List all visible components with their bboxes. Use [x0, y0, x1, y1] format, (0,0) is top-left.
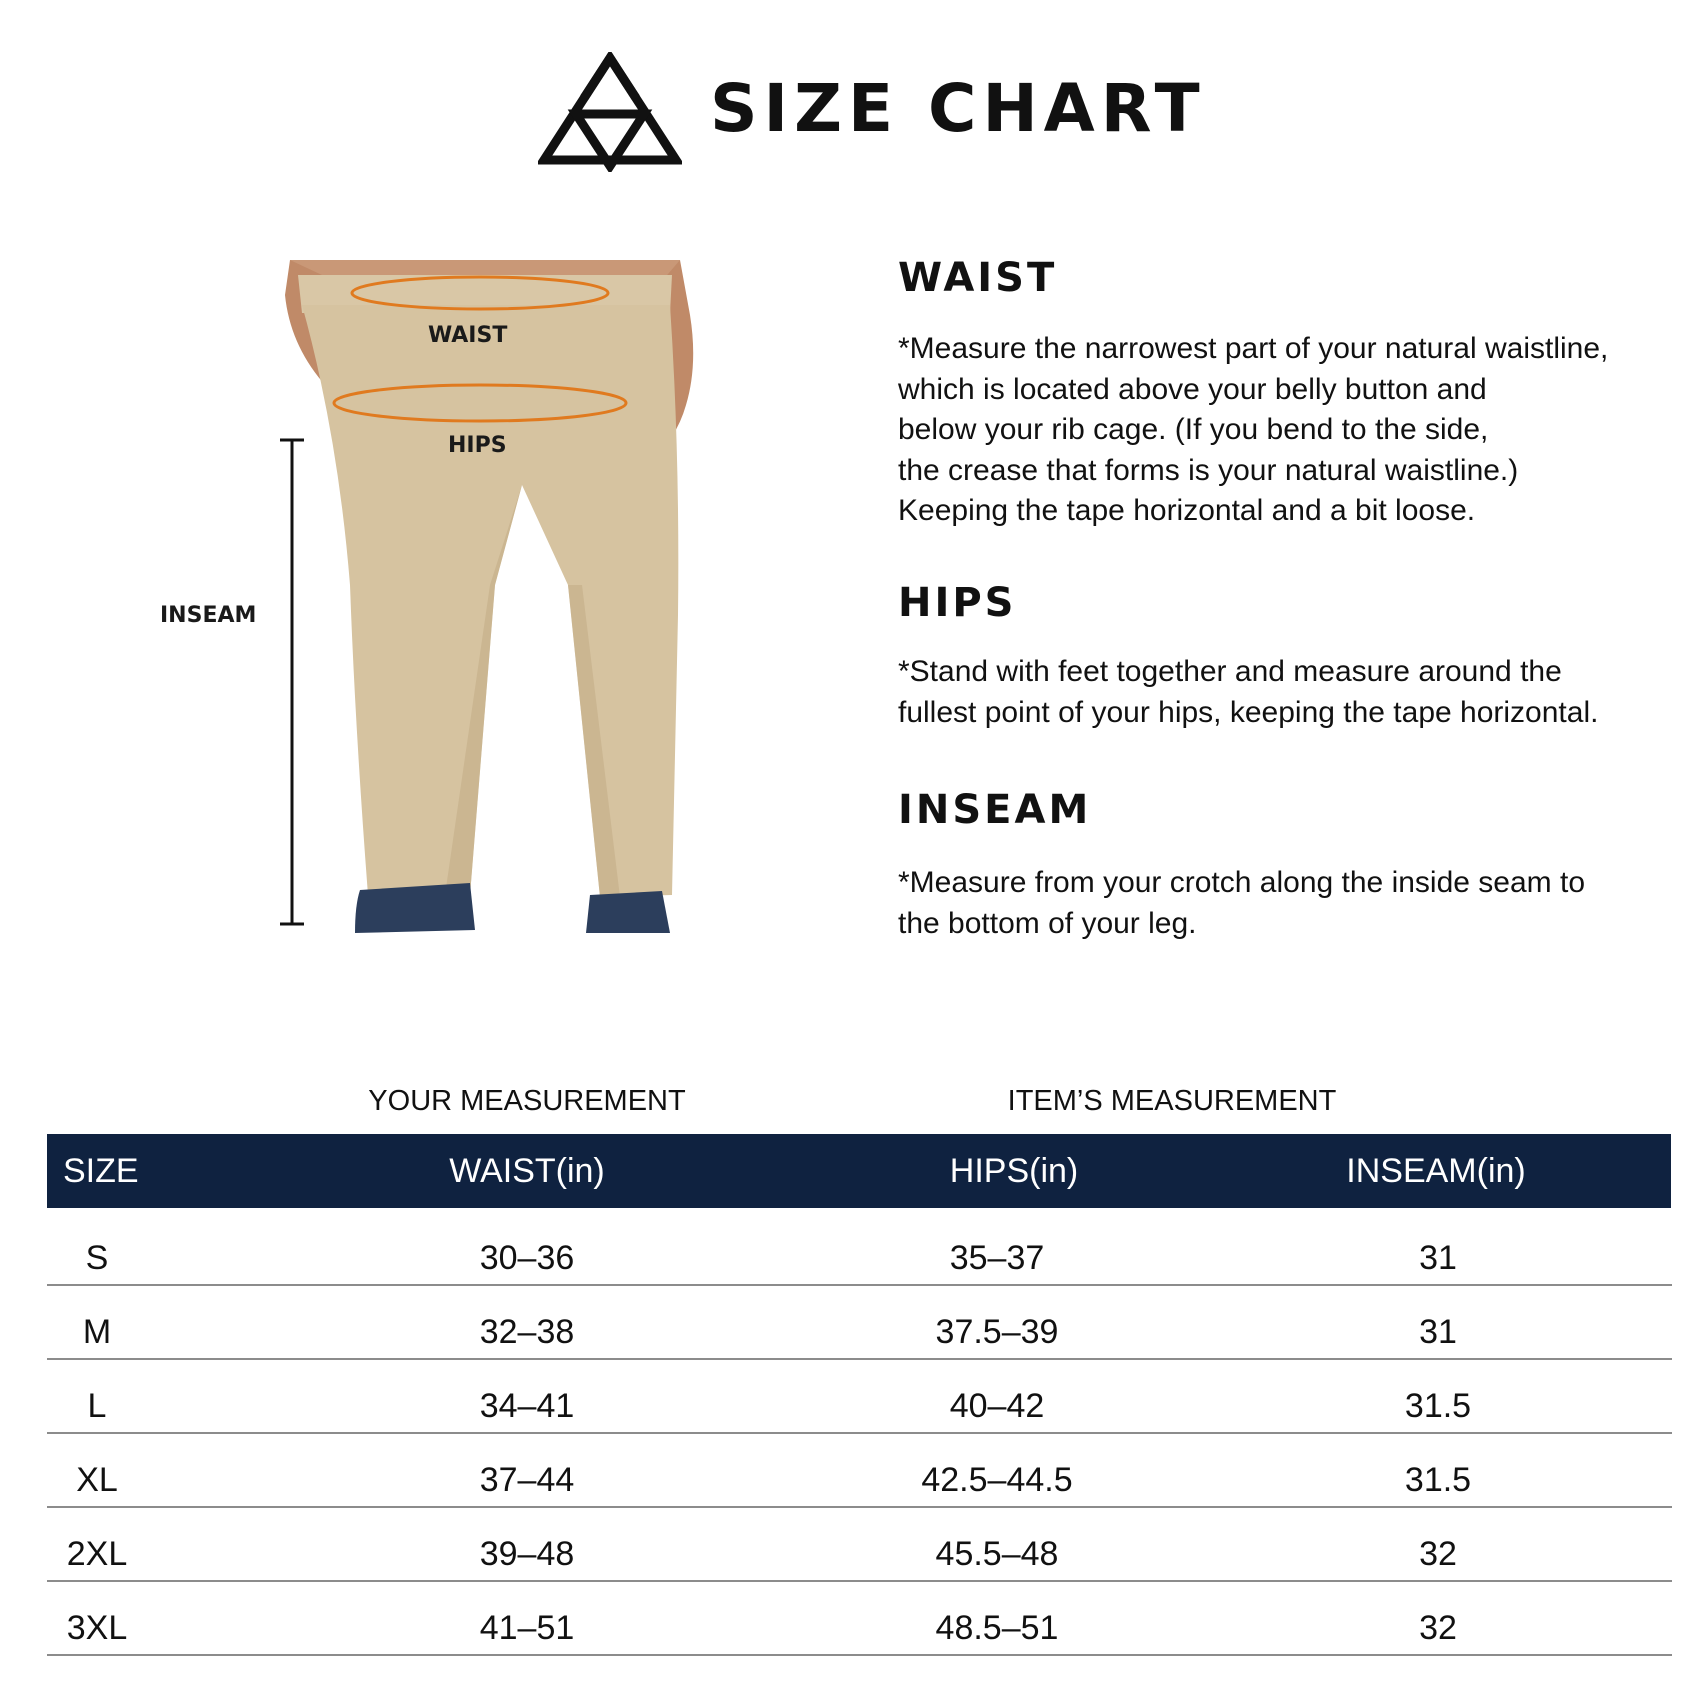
inseam-cell: 31: [1419, 1239, 1457, 1277]
pants-measurement-figure: [150, 255, 710, 955]
inseam-description: [898, 787, 1688, 944]
inseam-measure-line: [280, 440, 304, 924]
waist-text: *Measure the narrowest part of your natural waistline, which is located above your belly button and below your rib cage. (If you bend to the side, the crease that forms is your natural waistline.) Keeping the tape horizontal and a bit loose.: [898, 332, 1609, 527]
inseam-cell: 31: [1419, 1313, 1457, 1351]
waist-cell: 30–36: [479, 1239, 575, 1277]
table-row: [47, 1210, 1672, 1286]
hips-cell: 35–37: [949, 1239, 1045, 1277]
waist-cell: 41–51: [479, 1609, 575, 1647]
column-header-hips: HIPS(in): [949, 1152, 1079, 1190]
inseam-cell: 32: [1419, 1535, 1457, 1573]
hips-cell: 40–42: [949, 1387, 1045, 1425]
page-title: SIZE CHART: [710, 70, 1206, 147]
waist-label: WAIST: [428, 323, 508, 348]
table-row: [47, 1432, 1672, 1508]
size-table-header: [47, 1134, 1671, 1208]
waist-cell: 37–44: [479, 1461, 575, 1499]
hips-description: [898, 580, 1688, 733]
size-cell: M: [82, 1313, 112, 1351]
size-cell: L: [87, 1387, 107, 1425]
hips-text: *Stand with feet together and measure around the fullest point of your hips, keeping the tape horizontal.: [898, 655, 1599, 729]
waist-cell: 39–48: [479, 1535, 575, 1573]
waist-heading: WAIST: [898, 255, 1058, 301]
hips-heading: HIPS: [898, 580, 1017, 626]
brand-logo-icon: [538, 52, 682, 172]
column-header-waist: WAIST(in): [449, 1152, 605, 1190]
inseam-text: *Measure from your crotch along the inside seam to the bottom of your leg.: [898, 866, 1585, 940]
table-row: [47, 1358, 1672, 1434]
size-cell: S: [85, 1239, 109, 1277]
size-cell: 2XL: [66, 1535, 128, 1573]
column-header-inseam: INSEAM(in): [1346, 1152, 1526, 1190]
items-measurement-header: ITEM’S MEASUREMENT: [1007, 1085, 1337, 1117]
column-header-size: SIZE: [63, 1152, 139, 1190]
waist-cell: 34–41: [479, 1387, 575, 1425]
table-row: [47, 1284, 1672, 1360]
inseam-heading: INSEAM: [898, 787, 1092, 833]
waist-cell: 32–38: [479, 1313, 575, 1351]
waist-description: [898, 255, 1688, 532]
size-cell: 3XL: [66, 1609, 128, 1647]
hips-cell: 45.5–48: [935, 1535, 1059, 1573]
hips-cell: 37.5–39: [935, 1313, 1059, 1351]
table-row: [47, 1580, 1672, 1656]
inseam-cell: 31.5: [1404, 1387, 1472, 1425]
inseam-cell: 31.5: [1404, 1461, 1472, 1499]
hips-cell: 42.5–44.5: [921, 1461, 1073, 1499]
size-cell: XL: [76, 1461, 118, 1499]
table-row: [47, 1506, 1672, 1582]
inseam-cell: 32: [1419, 1609, 1457, 1647]
your-measurement-header: YOUR MEASUREMENT: [368, 1085, 686, 1117]
inseam-label: INSEAM: [160, 603, 257, 628]
hips-cell: 48.5–51: [935, 1609, 1059, 1647]
hips-label: HIPS: [448, 433, 507, 458]
